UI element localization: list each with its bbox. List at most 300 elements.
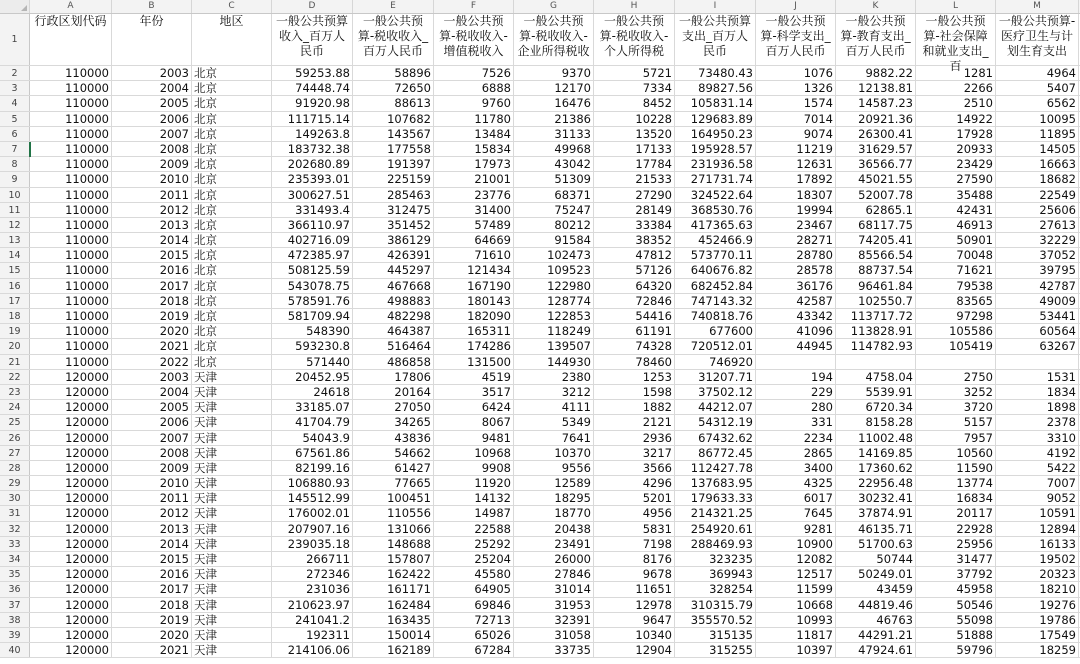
table-cell[interactable]: 25292 xyxy=(434,537,514,551)
table-cell[interactable]: 2014 xyxy=(112,233,192,247)
table-cell[interactable]: 593230.8 xyxy=(272,339,353,353)
table-cell[interactable]: 366110.97 xyxy=(272,218,353,232)
table-cell[interactable]: 30232.41 xyxy=(836,491,916,505)
table-cell[interactable]: 74328 xyxy=(594,339,675,353)
table-cell[interactable]: 2005 xyxy=(112,400,192,414)
table-cell[interactable]: 17973 xyxy=(434,157,514,171)
table-cell[interactable]: 北京 xyxy=(192,157,272,171)
table-cell[interactable]: 天津 xyxy=(192,613,272,627)
table-cell[interactable]: 2010 xyxy=(112,172,192,186)
table-cell[interactable]: 22956.48 xyxy=(836,476,916,490)
table-row[interactable] xyxy=(0,339,1080,354)
table-cell[interactable]: 150014 xyxy=(353,628,434,642)
table-cell[interactable]: 5407 xyxy=(996,81,1079,95)
table-cell[interactable]: 2003 xyxy=(112,66,192,80)
table-cell[interactable]: 45958 xyxy=(916,582,996,596)
table-cell[interactable]: 110000 xyxy=(30,157,112,171)
table-cell[interactable]: 37874.91 xyxy=(836,506,916,520)
table-cell[interactable]: 54312.19 xyxy=(675,415,756,429)
table-cell[interactable]: 280 xyxy=(756,400,836,414)
table-cell[interactable]: 2004 xyxy=(112,81,192,95)
table-cell[interactable]: 110000 xyxy=(30,355,112,369)
table-cell[interactable]: 149263.8 xyxy=(272,127,353,141)
header-cell[interactable]: 行政区划代码 xyxy=(30,14,112,65)
table-cell[interactable]: 10228 xyxy=(594,112,675,126)
table-cell[interactable]: 11817 xyxy=(756,628,836,642)
table-cell[interactable]: 331493.4 xyxy=(272,203,353,217)
header-cell[interactable]: 一般公共预算-医疗卫生与计划生育支出 xyxy=(996,14,1079,65)
table-cell[interactable]: 6017 xyxy=(756,491,836,505)
table-cell[interactable] xyxy=(756,355,836,369)
table-cell[interactable]: 天津 xyxy=(192,476,272,490)
table-cell[interactable]: 114782.93 xyxy=(836,339,916,353)
table-cell[interactable]: 5157 xyxy=(916,415,996,429)
table-cell[interactable]: 62865.1 xyxy=(836,203,916,217)
table-cell[interactable]: 581709.94 xyxy=(272,309,353,323)
table-cell[interactable]: 60564 xyxy=(996,324,1079,338)
table-cell[interactable]: 50901 xyxy=(916,233,996,247)
table-cell[interactable]: 2021 xyxy=(112,643,192,657)
table-row[interactable] xyxy=(0,127,1080,142)
table-cell[interactable]: 225159 xyxy=(353,172,434,186)
table-cell[interactable]: 210623.97 xyxy=(272,598,353,612)
table-cell[interactable]: 83565 xyxy=(916,294,996,308)
table-cell[interactable]: 9908 xyxy=(434,461,514,475)
table-cell[interactable]: 467668 xyxy=(353,279,434,293)
table-cell[interactable]: 105419 xyxy=(916,339,996,353)
table-cell[interactable]: 天津 xyxy=(192,446,272,460)
table-row[interactable] xyxy=(0,263,1080,278)
table-cell[interactable]: 2006 xyxy=(112,112,192,126)
table-cell[interactable]: 7198 xyxy=(594,537,675,551)
table-row[interactable] xyxy=(0,96,1080,111)
table-cell[interactable]: 112427.78 xyxy=(675,461,756,475)
table-cell[interactable]: 1253 xyxy=(594,370,675,384)
table-cell[interactable]: 3400 xyxy=(756,461,836,475)
table-row[interactable] xyxy=(0,431,1080,446)
table-cell[interactable] xyxy=(916,355,996,369)
row-number[interactable]: 40 xyxy=(0,643,30,657)
table-cell[interactable]: 67284 xyxy=(434,643,514,657)
table-cell[interactable]: 3212 xyxy=(514,385,594,399)
table-cell[interactable]: 32229 xyxy=(996,233,1079,247)
table-cell[interactable]: 1598 xyxy=(594,385,675,399)
table-cell[interactable]: 2007 xyxy=(112,431,192,445)
table-cell[interactable]: 102473 xyxy=(514,248,594,262)
column-header-k[interactable]: K xyxy=(836,0,916,13)
table-cell[interactable]: 231036 xyxy=(272,582,353,596)
table-cell[interactable]: 214321.25 xyxy=(675,506,756,520)
table-cell[interactable]: 747143.32 xyxy=(675,294,756,308)
table-cell[interactable]: 52007.78 xyxy=(836,188,916,202)
table-cell[interactable]: 北京 xyxy=(192,66,272,80)
table-cell[interactable]: 19502 xyxy=(996,552,1079,566)
table-cell[interactable]: 9647 xyxy=(594,613,675,627)
table-cell[interactable]: 110000 xyxy=(30,81,112,95)
table-row[interactable] xyxy=(0,582,1080,597)
table-cell[interactable]: 113828.91 xyxy=(836,324,916,338)
table-row[interactable] xyxy=(0,324,1080,339)
table-cell[interactable]: 50546 xyxy=(916,598,996,612)
table-cell[interactable]: 445297 xyxy=(353,263,434,277)
table-cell[interactable]: 天津 xyxy=(192,431,272,445)
table-cell[interactable]: 11920 xyxy=(434,476,514,490)
table-cell[interactable]: 3720 xyxy=(916,400,996,414)
column-header-f[interactable]: F xyxy=(434,0,514,13)
table-cell[interactable]: 202680.89 xyxy=(272,157,353,171)
table-cell[interactable]: 1076 xyxy=(756,66,836,80)
table-cell[interactable]: 2022 xyxy=(112,355,192,369)
table-cell[interactable]: 33384 xyxy=(594,218,675,232)
table-cell[interactable]: 164950.23 xyxy=(675,127,756,141)
table-cell[interactable]: 22549 xyxy=(996,188,1079,202)
table-cell[interactable]: 118249 xyxy=(514,324,594,338)
table-cell[interactable]: 15834 xyxy=(434,142,514,156)
table-cell[interactable]: 148688 xyxy=(353,537,434,551)
table-cell[interactable]: 120000 xyxy=(30,461,112,475)
table-cell[interactable]: 97298 xyxy=(916,309,996,323)
table-cell[interactable]: 41704.79 xyxy=(272,415,353,429)
table-cell[interactable]: 9370 xyxy=(514,66,594,80)
table-cell[interactable]: 2005 xyxy=(112,96,192,110)
row-number[interactable]: 18 xyxy=(0,309,30,323)
table-cell[interactable]: 57126 xyxy=(594,263,675,277)
table-cell[interactable]: 5831 xyxy=(594,522,675,536)
table-cell[interactable]: 12517 xyxy=(756,567,836,581)
table-cell[interactable]: 23776 xyxy=(434,188,514,202)
table-cell[interactable]: 70048 xyxy=(916,248,996,262)
table-cell[interactable]: 31629.57 xyxy=(836,142,916,156)
table-cell[interactable]: 10900 xyxy=(756,537,836,551)
table-cell[interactable]: 28780 xyxy=(756,248,836,262)
column-header-i[interactable]: I xyxy=(675,0,756,13)
table-cell[interactable]: 28578 xyxy=(756,263,836,277)
table-cell[interactable]: 105831.14 xyxy=(675,96,756,110)
table-cell[interactable]: 北京 xyxy=(192,188,272,202)
table-cell[interactable]: 27290 xyxy=(594,188,675,202)
row-number[interactable]: 28 xyxy=(0,461,30,475)
table-cell[interactable]: 120000 xyxy=(30,506,112,520)
row-number[interactable]: 1 xyxy=(0,14,30,65)
table-cell[interactable]: 45580 xyxy=(434,567,514,581)
table-cell[interactable]: 2018 xyxy=(112,294,192,308)
table-cell[interactable]: 16133 xyxy=(996,537,1079,551)
table-row[interactable] xyxy=(0,142,1080,157)
table-cell[interactable]: 8176 xyxy=(594,552,675,566)
header-cell[interactable]: 一般公共预算-税收收入_百万人民币 xyxy=(353,14,434,65)
row-number[interactable]: 32 xyxy=(0,522,30,536)
table-cell[interactable]: 21001 xyxy=(434,172,514,186)
table-cell[interactable]: 17549 xyxy=(996,628,1079,642)
table-cell[interactable]: 1326 xyxy=(756,81,836,95)
table-cell[interactable]: 139507 xyxy=(514,339,594,353)
table-cell[interactable]: 2008 xyxy=(112,142,192,156)
table-cell[interactable]: 110000 xyxy=(30,188,112,202)
table-cell[interactable]: 13484 xyxy=(434,127,514,141)
table-cell[interactable]: 328254 xyxy=(675,582,756,596)
table-row[interactable] xyxy=(0,476,1080,491)
table-cell[interactable]: 105586 xyxy=(916,324,996,338)
table-row[interactable] xyxy=(0,355,1080,370)
table-cell[interactable]: 74448.74 xyxy=(272,81,353,95)
table-cell[interactable]: 68371 xyxy=(514,188,594,202)
table-cell[interactable]: 9678 xyxy=(594,567,675,581)
table-cell[interactable]: 120000 xyxy=(30,385,112,399)
table-cell[interactable]: 17892 xyxy=(756,172,836,186)
table-cell[interactable]: 天津 xyxy=(192,552,272,566)
table-cell[interactable]: 177558 xyxy=(353,142,434,156)
table-cell[interactable]: 80212 xyxy=(514,218,594,232)
table-cell[interactable]: 229 xyxy=(756,385,836,399)
table-cell[interactable]: 472385.97 xyxy=(272,248,353,262)
table-cell[interactable]: 72713 xyxy=(434,613,514,627)
table-cell[interactable]: 2013 xyxy=(112,522,192,536)
table-cell[interactable]: 17806 xyxy=(353,370,434,384)
table-cell[interactable]: 9760 xyxy=(434,96,514,110)
table-cell[interactable]: 79538 xyxy=(916,279,996,293)
table-cell[interactable]: 2007 xyxy=(112,127,192,141)
table-cell[interactable]: 54416 xyxy=(594,309,675,323)
table-cell[interactable]: 25204 xyxy=(434,552,514,566)
table-cell[interactable]: 682452.84 xyxy=(675,279,756,293)
table-cell[interactable]: 31058 xyxy=(514,628,594,642)
table-cell[interactable]: 41096 xyxy=(756,324,836,338)
table-cell[interactable]: 36176 xyxy=(756,279,836,293)
row-number[interactable]: 19 xyxy=(0,324,30,338)
table-cell[interactable]: 100451 xyxy=(353,491,434,505)
table-cell[interactable]: 1834 xyxy=(996,385,1079,399)
table-row[interactable] xyxy=(0,203,1080,218)
table-cell[interactable]: 157807 xyxy=(353,552,434,566)
table-cell[interactable]: 14169.85 xyxy=(836,446,916,460)
table-cell[interactable]: 北京 xyxy=(192,248,272,262)
row-number[interactable]: 16 xyxy=(0,279,30,293)
table-cell[interactable]: 402716.09 xyxy=(272,233,353,247)
table-cell[interactable]: 426391 xyxy=(353,248,434,262)
table-cell[interactable]: 10095 xyxy=(996,112,1079,126)
table-cell[interactable]: 18682 xyxy=(996,172,1079,186)
table-cell[interactable]: 34265 xyxy=(353,415,434,429)
row-number[interactable]: 4 xyxy=(0,96,30,110)
table-cell[interactable]: 北京 xyxy=(192,96,272,110)
table-cell[interactable]: 67432.62 xyxy=(675,431,756,445)
table-cell[interactable]: 北京 xyxy=(192,294,272,308)
table-cell[interactable]: 2018 xyxy=(112,598,192,612)
table-cell[interactable]: 12138.81 xyxy=(836,81,916,95)
table-cell[interactable]: 110000 xyxy=(30,324,112,338)
table-cell[interactable]: 50249.01 xyxy=(836,567,916,581)
table-cell[interactable]: 7007 xyxy=(996,476,1079,490)
table-row[interactable] xyxy=(0,567,1080,582)
table-cell[interactable]: 464387 xyxy=(353,324,434,338)
table-cell[interactable]: 110000 xyxy=(30,218,112,232)
row-number[interactable]: 21 xyxy=(0,355,30,369)
table-cell[interactable]: 120000 xyxy=(30,415,112,429)
table-cell[interactable]: 120000 xyxy=(30,567,112,581)
table-cell[interactable] xyxy=(836,355,916,369)
row-number[interactable]: 13 xyxy=(0,233,30,247)
table-cell[interactable]: 天津 xyxy=(192,461,272,475)
table-cell[interactable]: 5721 xyxy=(594,66,675,80)
table-cell[interactable]: 42587 xyxy=(756,294,836,308)
table-cell[interactable]: 254920.61 xyxy=(675,522,756,536)
table-cell[interactable]: 2011 xyxy=(112,188,192,202)
table-cell[interactable]: 110000 xyxy=(30,309,112,323)
table-cell[interactable]: 578591.76 xyxy=(272,294,353,308)
table-row[interactable] xyxy=(0,218,1080,233)
table-cell[interactable]: 61191 xyxy=(594,324,675,338)
table-cell[interactable]: 17784 xyxy=(594,157,675,171)
table-cell[interactable]: 194 xyxy=(756,370,836,384)
table-row[interactable] xyxy=(0,415,1080,430)
table-row[interactable] xyxy=(0,279,1080,294)
table-cell[interactable]: 71610 xyxy=(434,248,514,262)
table-cell[interactable]: 49009 xyxy=(996,294,1079,308)
table-cell[interactable]: 4964 xyxy=(996,66,1079,80)
column-header-a[interactable]: A xyxy=(30,0,112,13)
row-number[interactable]: 25 xyxy=(0,415,30,429)
table-cell[interactable]: 5422 xyxy=(996,461,1079,475)
table-cell[interactable]: 72846 xyxy=(594,294,675,308)
table-cell[interactable]: 北京 xyxy=(192,81,272,95)
table-cell[interactable]: 28149 xyxy=(594,203,675,217)
table-cell[interactable]: 51700.63 xyxy=(836,537,916,551)
row-number[interactable]: 37 xyxy=(0,598,30,612)
table-cell[interactable]: 31400 xyxy=(434,203,514,217)
table-row[interactable] xyxy=(0,112,1080,127)
table-cell[interactable]: 27613 xyxy=(996,218,1079,232)
table-cell[interactable]: 31014 xyxy=(514,582,594,596)
row-number[interactable]: 33 xyxy=(0,537,30,551)
table-cell[interactable]: 北京 xyxy=(192,309,272,323)
table-row[interactable] xyxy=(0,385,1080,400)
table-cell[interactable]: 51309 xyxy=(514,172,594,186)
header-cell[interactable]: 一般公共预算-教育支出_百万人民币 xyxy=(836,14,916,65)
table-cell[interactable]: 16834 xyxy=(916,491,996,505)
table-cell[interactable]: 113717.72 xyxy=(836,309,916,323)
table-cell[interactable]: 122980 xyxy=(514,279,594,293)
table-cell[interactable]: 315135 xyxy=(675,628,756,642)
table-cell[interactable]: 2016 xyxy=(112,263,192,277)
table-cell[interactable]: 2003 xyxy=(112,370,192,384)
table-cell[interactable]: 4111 xyxy=(514,400,594,414)
table-cell[interactable]: 2016 xyxy=(112,567,192,581)
table-cell[interactable]: 288469.93 xyxy=(675,537,756,551)
table-cell[interactable]: 42787 xyxy=(996,279,1079,293)
table-cell[interactable]: 31477 xyxy=(916,552,996,566)
table-cell[interactable]: 18770 xyxy=(514,506,594,520)
table-row[interactable] xyxy=(0,613,1080,628)
table-cell[interactable]: 33735 xyxy=(514,643,594,657)
table-cell[interactable]: 61427 xyxy=(353,461,434,475)
row-number[interactable]: 7 xyxy=(0,142,30,156)
table-cell[interactable]: 75247 xyxy=(514,203,594,217)
table-cell[interactable]: 2121 xyxy=(594,415,675,429)
table-cell[interactable]: 17133 xyxy=(594,142,675,156)
table-cell[interactable]: 137683.95 xyxy=(675,476,756,490)
table-cell[interactable]: 68117.75 xyxy=(836,218,916,232)
table-cell[interactable]: 26300.41 xyxy=(836,127,916,141)
table-cell[interactable]: 351452 xyxy=(353,218,434,232)
row-number[interactable]: 6 xyxy=(0,127,30,141)
table-cell[interactable]: 120000 xyxy=(30,522,112,536)
table-cell[interactable]: 272346 xyxy=(272,567,353,581)
table-cell[interactable]: 7526 xyxy=(434,66,514,80)
table-cell[interactable] xyxy=(996,355,1079,369)
table-cell[interactable]: 6424 xyxy=(434,400,514,414)
column-header-c[interactable]: C xyxy=(192,0,272,13)
table-cell[interactable]: 122853 xyxy=(514,309,594,323)
table-cell[interactable]: 43042 xyxy=(514,157,594,171)
table-cell[interactable]: 235393.01 xyxy=(272,172,353,186)
table-cell[interactable]: 4325 xyxy=(756,476,836,490)
table-cell[interactable]: 368530.76 xyxy=(675,203,756,217)
row-number[interactable]: 34 xyxy=(0,552,30,566)
column-header-h[interactable]: H xyxy=(594,0,675,13)
table-cell[interactable]: 14505 xyxy=(996,142,1079,156)
table-cell[interactable]: 120000 xyxy=(30,491,112,505)
table-cell[interactable]: 266711 xyxy=(272,552,353,566)
table-cell[interactable]: 22588 xyxy=(434,522,514,536)
table-cell[interactable]: 1281 xyxy=(916,66,996,80)
table-row[interactable] xyxy=(0,400,1080,415)
table-cell[interactable]: 120000 xyxy=(30,582,112,596)
table-cell[interactable]: 北京 xyxy=(192,127,272,141)
table-cell[interactable]: 47924.61 xyxy=(836,643,916,657)
table-cell[interactable]: 109523 xyxy=(514,263,594,277)
table-row[interactable] xyxy=(0,628,1080,643)
table-cell[interactable]: 96461.84 xyxy=(836,279,916,293)
table-cell[interactable]: 北京 xyxy=(192,172,272,186)
table-cell[interactable]: 14987 xyxy=(434,506,514,520)
table-cell[interactable]: 120000 xyxy=(30,598,112,612)
table-cell[interactable]: 162422 xyxy=(353,567,434,581)
table-cell[interactable]: 44819.46 xyxy=(836,598,916,612)
table-cell[interactable]: 16476 xyxy=(514,96,594,110)
table-cell[interactable]: 2019 xyxy=(112,613,192,627)
table-cell[interactable]: 241041.2 xyxy=(272,613,353,627)
table-cell[interactable]: 120000 xyxy=(30,476,112,490)
table-cell[interactable]: 110000 xyxy=(30,263,112,277)
table-cell[interactable]: 北京 xyxy=(192,203,272,217)
table-cell[interactable]: 110000 xyxy=(30,66,112,80)
table-cell[interactable]: 110000 xyxy=(30,233,112,247)
table-cell[interactable]: 57489 xyxy=(434,218,514,232)
table-cell[interactable]: 天津 xyxy=(192,598,272,612)
table-cell[interactable]: 59796 xyxy=(916,643,996,657)
table-cell[interactable]: 46913 xyxy=(916,218,996,232)
table-cell[interactable]: 5539.91 xyxy=(836,385,916,399)
table-cell[interactable]: 25606 xyxy=(996,203,1079,217)
table-cell[interactable]: 12082 xyxy=(756,552,836,566)
table-cell[interactable]: 110000 xyxy=(30,112,112,126)
table-cell[interactable]: 2510 xyxy=(916,96,996,110)
table-cell[interactable]: 2009 xyxy=(112,157,192,171)
row-number[interactable]: 12 xyxy=(0,218,30,232)
row-number[interactable]: 14 xyxy=(0,248,30,262)
table-cell[interactable]: 44212.07 xyxy=(675,400,756,414)
table-cell[interactable]: 天津 xyxy=(192,582,272,596)
table-cell[interactable]: 129683.89 xyxy=(675,112,756,126)
column-header-j[interactable]: J xyxy=(756,0,836,13)
table-row[interactable] xyxy=(0,157,1080,172)
table-cell[interactable]: 3252 xyxy=(916,385,996,399)
table-cell[interactable]: 17360.62 xyxy=(836,461,916,475)
table-cell[interactable]: 1574 xyxy=(756,96,836,110)
table-cell[interactable]: 2380 xyxy=(514,370,594,384)
table-cell[interactable]: 9882.22 xyxy=(836,66,916,80)
table-cell[interactable]: 191397 xyxy=(353,157,434,171)
